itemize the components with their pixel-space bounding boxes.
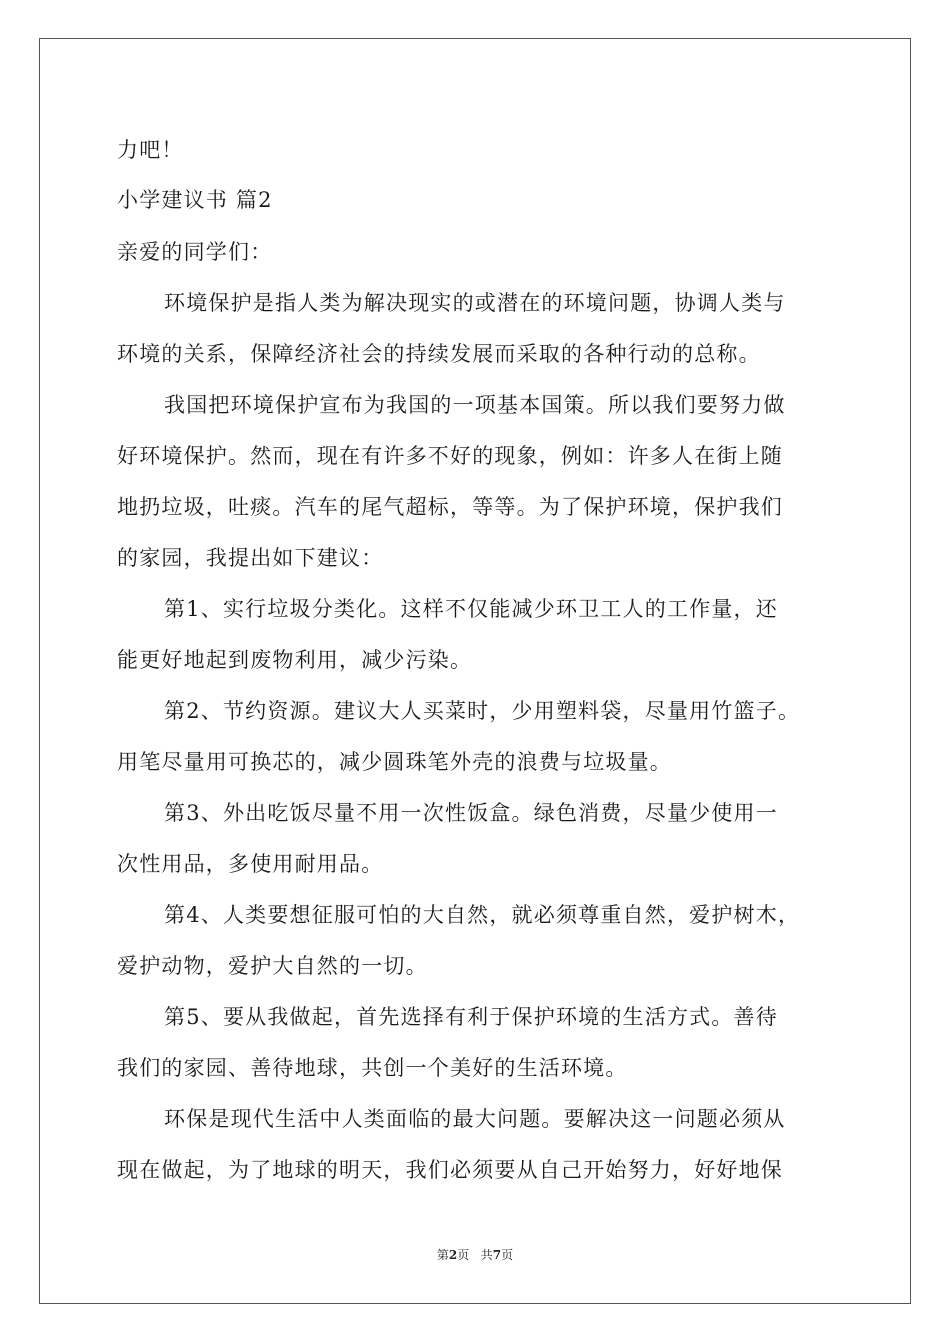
text-line: 爱护动物，爱护大自然的一切。 bbox=[117, 954, 428, 978]
text-line: 第4、人类要想征服可怕的大自然，就必须尊重自然，爱护树木， bbox=[164, 903, 801, 927]
salutation: 亲爱的同学们： bbox=[117, 240, 273, 264]
text-line: 我国把环境保护宣布为我国的一项基本国策。所以我们要努力做 bbox=[164, 393, 786, 417]
text-line: 我们的家园、善待地球，共创一个美好的生活环境。 bbox=[117, 1056, 628, 1080]
text-line: 第3、外出吃饭尽量不用一次性饭盒。绿色消费，尽量少使用一 bbox=[164, 801, 778, 825]
text-line: 的家园，我提出如下建议： bbox=[117, 546, 384, 570]
footer-total-pages: 7 bbox=[492, 1248, 502, 1262]
text-line: 环境的关系，保障经济社会的持续发展而采取的各种行动的总称。 bbox=[117, 342, 761, 366]
text-line: 力吧！ bbox=[117, 138, 184, 162]
text-line: 第1、实行垃圾分类化。这样不仅能减少环卫工人的工作量，还 bbox=[164, 597, 778, 621]
footer-prefix: 第 bbox=[436, 1248, 449, 1262]
page-footer bbox=[0, 1247, 950, 1263]
footer-middle: 页 共 bbox=[457, 1248, 493, 1262]
text-line: 第2、节约资源。建议大人买菜时，少用塑料袋，尽量用竹篮子。 bbox=[164, 699, 801, 723]
text-line: 用笔尽量用可换芯的，减少圆珠笔外壳的浪费与垃圾量。 bbox=[117, 750, 672, 774]
text-line: 第5、要从我做起，首先选择有利于保护环境的生活方式。善待 bbox=[164, 1005, 778, 1029]
footer-page-number: 2 bbox=[448, 1248, 458, 1262]
text-line: 好环境保护。然而，现在有许多不好的现象，例如：许多人在街上随 bbox=[117, 444, 783, 468]
text-line: 地扔垃圾，吐痰。汽车的尾气超标，等等。为了保护环境，保护我们 bbox=[117, 495, 783, 519]
section-heading: 小学建议书 篇2 bbox=[117, 188, 273, 212]
text-line: 环保是现代生活中人类面临的最大问题。要解决这一问题必须从 bbox=[164, 1107, 786, 1131]
footer-suffix: 页 bbox=[501, 1248, 514, 1262]
text-line: 次性用品，多使用耐用品。 bbox=[117, 852, 384, 876]
text-line: 现在做起，为了地球的明天，我们必须要从自己开始努力，好好地保 bbox=[117, 1158, 783, 1182]
text-line: 能更好地起到废物利用，减少污染。 bbox=[117, 648, 473, 672]
text-line: 环境保护是指人类为解决现实的或潜在的环境问题，协调人类与 bbox=[164, 291, 786, 315]
